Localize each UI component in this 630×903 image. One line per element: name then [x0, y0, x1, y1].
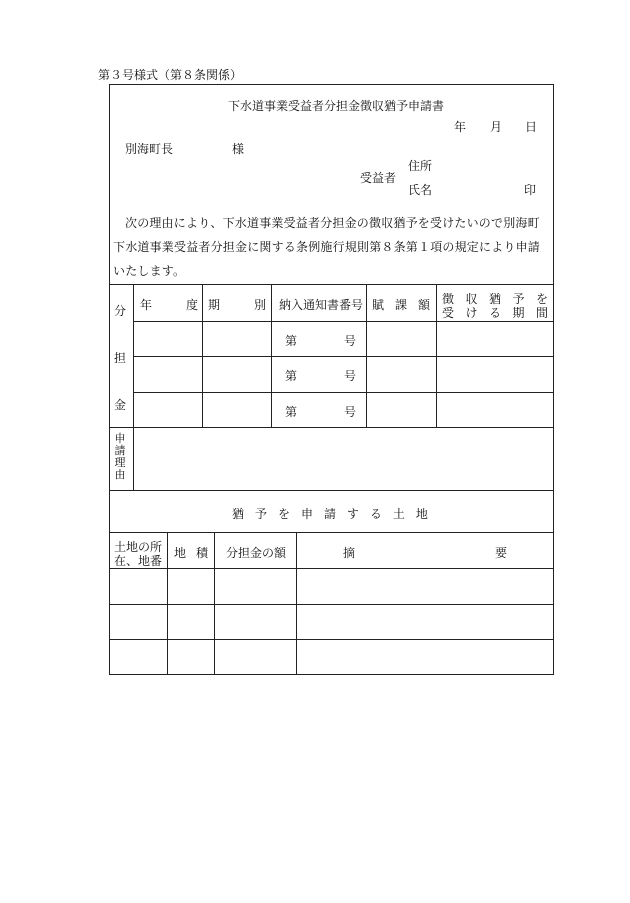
form-frame: [109, 84, 554, 675]
side-label-char-2: 担: [114, 351, 127, 365]
land-title-char-7: る: [369, 507, 382, 521]
land-title-char-8: 土: [392, 507, 405, 521]
col-divider-notice: [366, 285, 367, 427]
land-header-area-char-2: 積: [195, 546, 208, 560]
address-label: 住所: [408, 159, 433, 173]
header-deferral-l2-char-1: 受: [442, 306, 455, 320]
applicant-label: 受益者: [360, 171, 397, 185]
side-column-divider: [133, 285, 134, 490]
form-title: 下水道事業受益者分担金徴収猶予申請書: [228, 99, 445, 113]
header-deferral-l2-char-3: る: [488, 306, 501, 320]
addressee-name: 別海町長: [125, 142, 174, 156]
header-deferral-l2-char-5: 間: [535, 306, 548, 320]
land-header-area: [174, 544, 208, 561]
land-header-charge-amount: 分担金の額: [226, 546, 287, 560]
side-label-char-1: 分: [114, 304, 127, 318]
land-row-divider-2: [110, 639, 553, 640]
reason-paragraph: 次の理由により、下水道事業受益者分担金の徴収猶予を受けたいので別海町下水道事業受益者分担金に関する条例施行規則第８条第１項の規定により申請いたします。: [113, 216, 541, 278]
land-section-title: [232, 505, 428, 522]
date-day-label: 日: [525, 120, 538, 134]
land-title-char-3: を: [277, 507, 290, 521]
land-header-divider: [110, 568, 553, 569]
land-row-divider-1: [110, 604, 553, 605]
application-reason-field[interactable]: [140, 434, 548, 484]
land-title-char-2: 予: [254, 507, 267, 521]
header-period: [208, 296, 266, 313]
charge-row-divider-2: [133, 392, 553, 393]
land-col-divider-location: [167, 533, 168, 674]
row1-notice-prefix: 第: [285, 334, 298, 348]
header-deferral-l1-char-5: を: [535, 292, 548, 306]
header-notice-number: 納入通知書番号: [279, 298, 364, 312]
header-deferral-l2-char-2: け: [465, 306, 478, 320]
header-deferral-l1-char-4: 予: [512, 292, 525, 306]
charge-header-divider: [133, 321, 553, 322]
header-deferral-l1-char-1: 徴: [442, 292, 455, 306]
land-header-remarks-char-2: 要: [494, 546, 507, 560]
header-deferral-line-2: [442, 304, 548, 321]
charge-table-bottom-border: [110, 427, 553, 428]
land-col-divider-charge: [296, 533, 297, 674]
name-label: 氏名: [408, 183, 433, 197]
reason-label-char-3: 理: [114, 456, 126, 469]
charge-table-top-border: [110, 284, 553, 285]
application-reason-label: [113, 433, 127, 481]
charge-row-divider-1: [133, 356, 553, 357]
header-amount: [372, 296, 430, 313]
header-period-char-2: 別: [253, 298, 266, 312]
land-table-top-border: [110, 532, 553, 533]
header-amount-char-2: 課: [394, 298, 407, 312]
header-amount-char-1: 賦: [372, 298, 385, 312]
land-header-remarks: [343, 544, 507, 561]
header-amount-char-3: 額: [417, 298, 430, 312]
header-deferral-l1-char-3: 猶: [488, 292, 501, 306]
date-year-label: 年: [454, 120, 467, 134]
reason-label-char-4: 由: [114, 468, 126, 481]
land-header-location-line-1: 土地の所: [114, 540, 163, 554]
addressee-honorific: 様: [232, 142, 245, 156]
row2-notice-suffix: 号: [344, 369, 357, 383]
header-fiscal-year-char-2: 度: [185, 298, 198, 312]
land-title-char-4: 申: [300, 507, 313, 521]
land-title-char-6: す: [346, 507, 359, 521]
row2-notice-prefix: 第: [285, 369, 298, 383]
reason-label-char-1: 申: [114, 432, 126, 445]
land-title-char-5: 請: [323, 507, 336, 521]
row1-notice-suffix: 号: [344, 334, 357, 348]
col-divider-amount: [436, 285, 437, 427]
land-col-divider-area: [214, 533, 215, 674]
date-month-label: 月: [490, 120, 503, 134]
land-header-area-char-1: 地: [174, 546, 187, 560]
land-header-remarks-char-1: 摘: [343, 546, 356, 560]
reason-label-char-2: 請: [114, 444, 126, 457]
header-deferral-l1-char-2: 収: [465, 292, 478, 306]
row3-notice-prefix: 第: [285, 405, 298, 419]
header-fiscal-year: [140, 296, 198, 313]
reason-bottom-border: [110, 490, 553, 491]
col-divider-period: [271, 285, 272, 427]
header-fiscal-year-char-1: 年: [140, 298, 153, 312]
land-title-char-9: 地: [415, 507, 428, 521]
form-number: 第３号様式（第８条関係）: [98, 68, 243, 82]
header-deferral-l2-char-4: 期: [512, 306, 525, 320]
col-divider-year: [202, 285, 203, 427]
header-period-char-1: 期: [208, 298, 221, 312]
land-header-location-line-2: 在、地番: [114, 554, 163, 568]
land-title-char-1: 猶: [232, 507, 245, 521]
row3-notice-suffix: 号: [344, 405, 357, 419]
seal-mark: 印: [524, 183, 537, 197]
side-label-char-3: 金: [114, 398, 127, 412]
